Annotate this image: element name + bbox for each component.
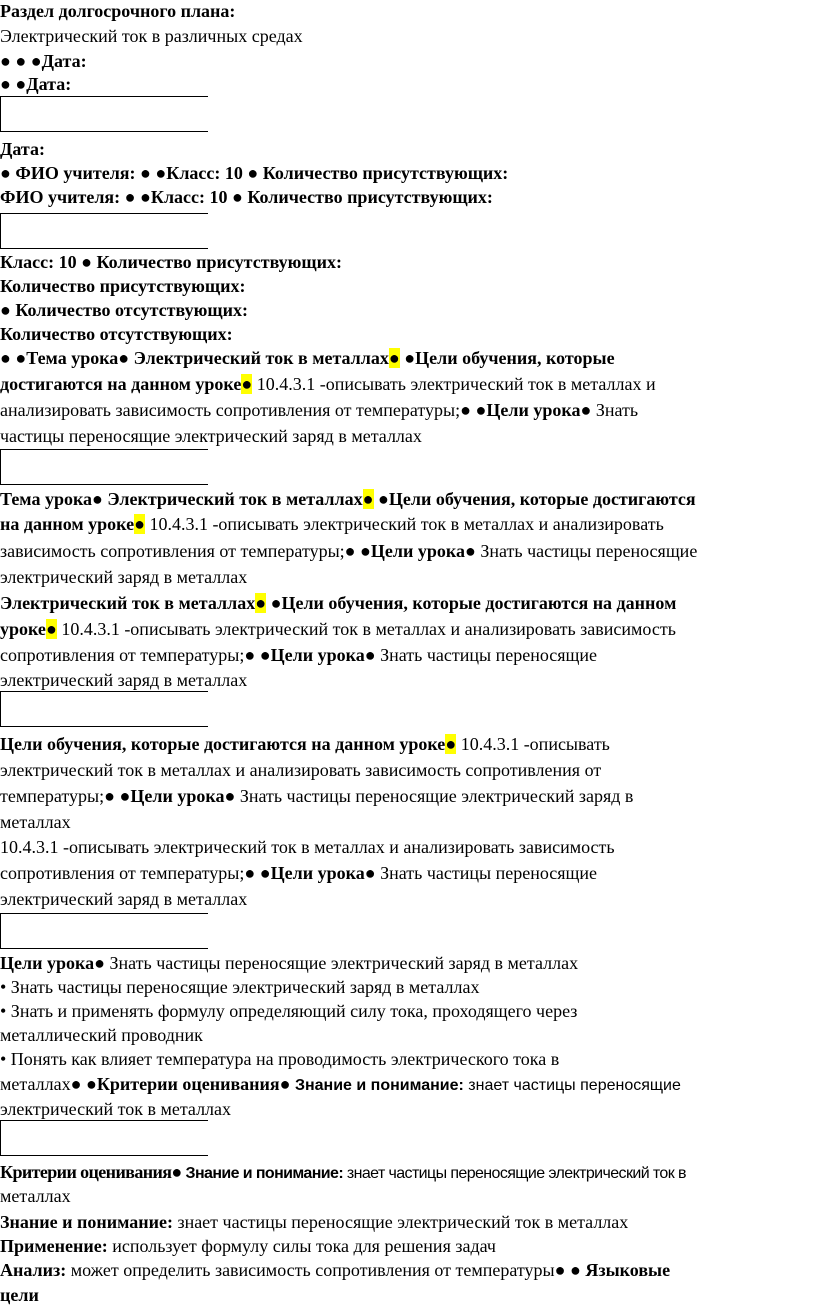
text-run: Знать (591, 400, 639, 420)
text-line (0, 138, 45, 160)
text-line (0, 759, 601, 781)
text-line (0, 952, 578, 974)
text-run: уроке (0, 619, 46, 639)
text-run: металлах (0, 812, 71, 832)
highlighted-bullet: ● (388, 348, 400, 368)
highlighted-bullet: ● (445, 734, 457, 754)
empty-input-box (0, 1120, 208, 1156)
text-run: ● ●Цели урока● (344, 541, 476, 561)
text-line (0, 888, 247, 910)
text-run: на данном уроке (0, 514, 135, 534)
text-run: 10.4.3.1 -описывать (456, 734, 610, 754)
text-run: Класс: 10 ● Количество присутствующих: (0, 252, 342, 272)
highlighted-bullet: ● (362, 489, 374, 509)
text-run: Знание и понимание: (181, 1165, 344, 1182)
text-run: электрический заряд в металлах (0, 889, 248, 909)
text-run: достигаются на данном уроке (0, 374, 242, 394)
text-run: Электрический ток в металлах (0, 593, 256, 613)
empty-input-box (0, 913, 208, 949)
text-line (0, 399, 638, 421)
text-line (0, 299, 248, 321)
text-run: 10.4.3.1 -описывать электрический ток в металлах и анализировать зависимость (56, 619, 676, 639)
text-line (0, 50, 87, 72)
text-run: металлах (0, 1186, 71, 1206)
text-line (0, 1024, 203, 1046)
text-line (0, 1073, 681, 1095)
text-run: ● ●Цели урока● (244, 645, 376, 665)
text-run: • Знать частицы переносящие электрический заряд в металлах (0, 977, 480, 997)
highlighted-bullet: ● (45, 619, 57, 639)
text-run: 10.4.3.1 -описывать электрический ток в металлах и анализировать зависимость (0, 837, 615, 857)
text-line (0, 425, 422, 447)
text-line (0, 862, 597, 884)
text-line (0, 186, 493, 208)
text-run: Применение: (0, 1236, 108, 1256)
text-line (0, 1235, 496, 1257)
text-line (0, 251, 342, 273)
text-run: электрический ток в металлах и анализировать зависимость сопротивления от (0, 760, 602, 780)
text-run: Электрический ток в различных средах (0, 26, 303, 46)
text-line (0, 669, 247, 691)
highlighted-bullet: ● (255, 593, 267, 613)
empty-input-box (0, 449, 208, 485)
text-line (0, 1000, 577, 1022)
text-run: Анализ: (0, 1260, 67, 1280)
text-run: ● ●Критерии оценивания● (70, 1074, 291, 1094)
text-line (0, 1161, 686, 1183)
text-line (0, 811, 71, 833)
text-run: Дата: (0, 139, 45, 159)
text-line (0, 618, 676, 640)
text-run: ●Цели обучения, которые достигаются (373, 489, 696, 509)
text-run: Цели урока● (0, 953, 105, 973)
text-run: частицы переносящие электрический заряд в металлах (0, 426, 422, 446)
text-run: ● ●Цели урока● (460, 400, 592, 420)
text-run: 10.4.3.1 -описывать электрический ток в металлах и анализировать (144, 514, 664, 534)
empty-input-box (0, 213, 208, 249)
text-line (0, 275, 246, 297)
text-run: ● ● Языковые (554, 1260, 671, 1280)
text-line (0, 836, 615, 858)
text-run: ● ●Цели урока● (104, 786, 236, 806)
text-line (0, 0, 235, 22)
text-run: электрический заряд в металлах (0, 670, 248, 690)
text-run: знает частицы переносящие электрический ток в (343, 1165, 686, 1182)
text-run: использует формулу силы тока для решения задач (107, 1236, 496, 1256)
text-run: знает частицы переносящие (463, 1077, 681, 1094)
text-line (0, 373, 656, 395)
highlighted-bullet: ● (241, 374, 253, 394)
text-line (0, 540, 697, 562)
text-run: Количество отсутствующих: (0, 324, 233, 344)
text-run: ● ФИО учителя: ● ●Класс: 10 ● Количество присутствующих: (0, 163, 509, 183)
text-line (0, 976, 479, 998)
text-run: ФИО учителя: ● ●Класс: 10 ● Количество присутствующих: (0, 187, 493, 207)
text-line (0, 73, 71, 95)
text-line (0, 513, 664, 535)
highlighted-bullet: ● (134, 514, 145, 534)
text-line (0, 25, 303, 47)
text-line (0, 733, 610, 755)
text-line (0, 566, 247, 588)
text-run: электрический ток в металлах (0, 1099, 232, 1119)
text-run: Знание и понимание: (290, 1077, 464, 1094)
text-line (0, 488, 696, 510)
text-run: Знать частицы переносящие (375, 645, 598, 665)
text-run: Знать частицы переносящие (475, 541, 698, 561)
text-run: сопротивления от температуры; (0, 863, 245, 883)
text-run: анализировать зависимость сопротивления от температуры; (0, 400, 461, 420)
text-run: Раздел долгосрочного плана: (0, 1, 236, 21)
text-run: • Понять как влияет температура на проводимость электрического тока в (0, 1049, 560, 1069)
text-run: ● ●Дата: (0, 74, 72, 94)
text-run: температуры; (0, 786, 105, 806)
text-run: сопротивления от температуры; (0, 645, 245, 665)
text-run: 10.4.3.1 -описывать электрический ток в металлах и (252, 374, 656, 394)
text-run: Знать частицы переносящие электрический заряд в металлах (104, 953, 579, 973)
text-run: • Знать и применять формулу определяющий силу тока, проходящего через (0, 1001, 578, 1021)
text-line (0, 162, 508, 184)
text-run: зависимость сопротивления от температуры; (0, 541, 345, 561)
text-run: цели (0, 1285, 39, 1305)
text-run: Тема урока● Электрический ток в металлах (0, 489, 363, 509)
text-line (0, 347, 615, 369)
text-line (0, 1048, 559, 1070)
text-line (0, 1259, 670, 1281)
text-run: Цели обучения, которые достигаются на данном уроке (0, 734, 446, 754)
empty-input-box (0, 691, 208, 727)
text-line (0, 785, 633, 807)
text-run: ● ● ●Дата: (0, 51, 87, 71)
text-run: ● Количество отсутствующих: (0, 300, 248, 320)
text-line (0, 323, 233, 345)
empty-input-box (0, 96, 208, 132)
text-run: ●Цели обучения, которые (399, 348, 615, 368)
text-run: электрический заряд в металлах (0, 567, 248, 587)
text-run: металлах (0, 1074, 71, 1094)
text-run: Знание и понимание: (0, 1212, 173, 1232)
text-run: Количество присутствующих: (0, 276, 246, 296)
text-run: ● ●Тема урока● Электрический ток в металлах (0, 348, 389, 368)
text-run: Знать частицы переносящие (375, 863, 598, 883)
text-line (0, 1284, 39, 1306)
text-run: ●Цели обучения, которые достигаются на данном (266, 593, 677, 613)
text-run: может определить зависимость сопротивления от температуры (66, 1260, 555, 1280)
text-line (0, 1185, 71, 1207)
text-run: Знать частицы переносящие электрический заряд в (235, 786, 634, 806)
text-line (0, 644, 597, 666)
text-run: ● ●Цели урока● (244, 863, 376, 883)
text-run: металлический проводник (0, 1025, 203, 1045)
text-line (0, 1211, 628, 1233)
text-line (0, 1098, 231, 1120)
text-line (0, 592, 676, 614)
text-run: Критерии оценивания● (0, 1162, 182, 1182)
text-run: знает частицы переносящие электрический ток в металлах (172, 1212, 629, 1232)
